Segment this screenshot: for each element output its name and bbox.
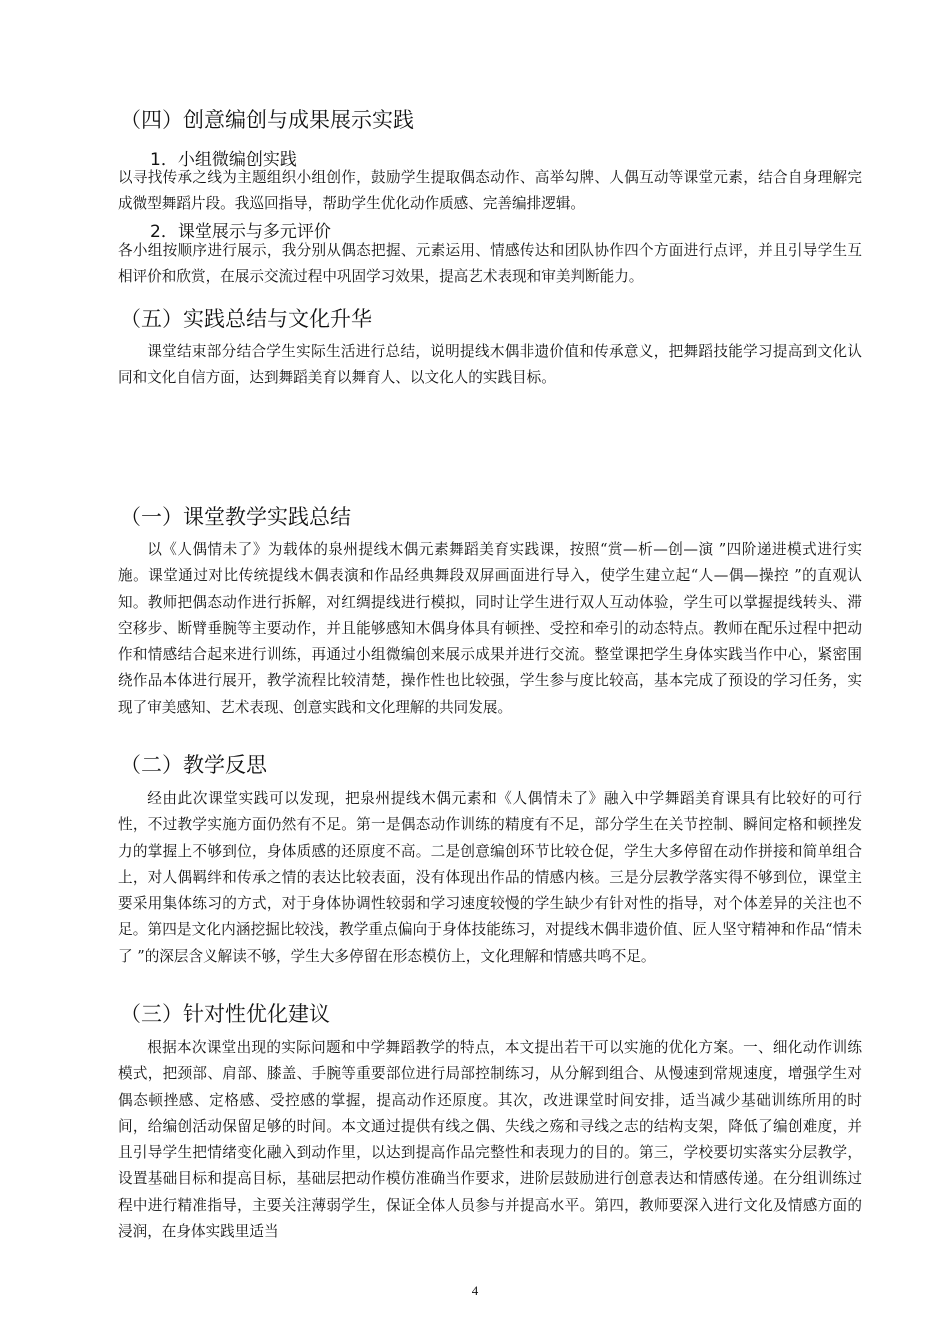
paragraph-group-choreography: 以寻找传承之线为主题组织小组创作，鼓励学生提取偶态动作、高举勾牌、人偶互动等课堂元素，结合自身理解完成微型舞蹈片段。我巡回指导，帮助学生优化动作质感、完善编排逻辑。 — [118, 169, 862, 213]
paragraph-practice-summary: 课堂结束部分结合学生实际生活进行总结，说明提线木偶非遗价值和传承意义，把舞蹈技能学习提高到文化认同和文化自信方面，达到舞蹈美育以舞育人、以文化人的实践目标。 — [118, 343, 862, 387]
section-heading-4: （四）创意编创与成果展示实践 — [120, 108, 414, 132]
subheading-group-choreography: 1．小组微编创实践 — [150, 150, 297, 170]
paragraph-teaching-summary: 以《人偶情未了》为载体的泉州提线木偶元素舞蹈美育实践课，按照“赏—析—创—演 ”四阶递进模式进行实施。课堂通过对比传统提线木偶表演和作品经典舞段双屏画面进行导入，使学生建立起“人—偶—操控 ”的直观认知。教师把偶态动作进行拆解，对红绸提线进行模拟，同时让学生进行双人互动体验，学生可以掌握提线转头、滞空移步、断臂垂腕等主要动作，并且能够感知木偶身体具有顿挫、受控和牵引的动态特点。教师在配乐过程中把动作和情感结合起来进行训练，再通过小组微编创来展示成果并进行交流。整堂课把学生身体实践当作中心，紧密围绕作品本体进行展开，教学流程比较清楚，操作性也比较强，学生参与度比较高，基本完成了预设的学习任务，实现了审美感知、艺术表现、创意实践和文化理解的共同发展。 — [118, 541, 862, 716]
paragraph-class-showcase: 各小组按顺序进行展示，我分别从偶态把握、元素运用、情感传达和团队协作四个方面进行点评，并且引导学生互相评价和欣赏，在展示交流过程中巩固学习效果，提高艺术表现和审美判断能力。 — [118, 242, 862, 286]
subheading-class-showcase: 2．课堂展示与多元评价 — [150, 222, 331, 242]
section-heading-5: （五）实践总结与文化升华 — [120, 307, 372, 331]
paragraph-optimization-suggestions: 根据本次课堂出现的实际问题和中学舞蹈教学的特点，本文提出若干可以实施的优化方案。一、细化动作训练模式，把颈部、肩部、膝盖、手腕等重要部位进行局部控制练习，从分解到组合、从慢速到常规速度，增强学生对偶态顿挫感、定格感、受控感的掌握，提高动作还原度。其次，改进课堂时间安排，适当减少基础训练所用的时间，给编创活动保留足够的时间。本文通过提供有线之偶、失线之殇和寻线之志的结构支架，降低了编创难度，并且引导学生把情绪变化融入到动作里，以达到提高作品完整性和表现力的目的。第三，学校要切实落实分层教学，设置基础目标和提高目标，基础层把动作模仿准确当作要求，进阶层鼓励进行创意表达和情感传递。在分组训练过程中进行精准指导，主要关注薄弱学生，保证全体人员参与并提高水平。第四，教师要深入进行文化及情感方面的浸润，在身体实践里适当 — [118, 1039, 862, 1241]
section-heading-suggestions: （三）针对性优化建议 — [120, 1002, 330, 1026]
section-heading-reflection: （二）教学反思 — [120, 753, 267, 777]
paragraph-teaching-reflection: 经由此次课堂实践可以发现，把泉州提线木偶元素和《人偶情未了》融入中学舞蹈美育课具有比较好的可行性，不过教学实施方面仍然有不足。第一是偶态动作训练的精度有不足，部分学生在关节控制、瞬间定格和顿挫发力的掌握上不够到位，身体质感的还原度不高。二是创意编创环节比较仓促，学生大多停留在动作拼接和简单组合上，对人偶羁绊和传承之情的表达比较表面，没有体现出作品的情感内核。三是分层教学落实得不够到位，课堂主要采用集体练习的方式，对于身体协调性较弱和学习速度较慢的学生缺少有针对性的指导，对个体差异的关注也不足。第四是文化内涵挖掘比较浅，教学重点偏向于身体技能练习，对提线木偶非遗价值、匠人坚守精神和作品“情未了 ”的深层含义解读不够，学生大多停留在形态模仿上，文化理解和情感共鸣不足。 — [118, 790, 862, 965]
page-number: 4 — [471, 1283, 479, 1298]
section-heading-summary: （一）课堂教学实践总结 — [120, 505, 351, 529]
